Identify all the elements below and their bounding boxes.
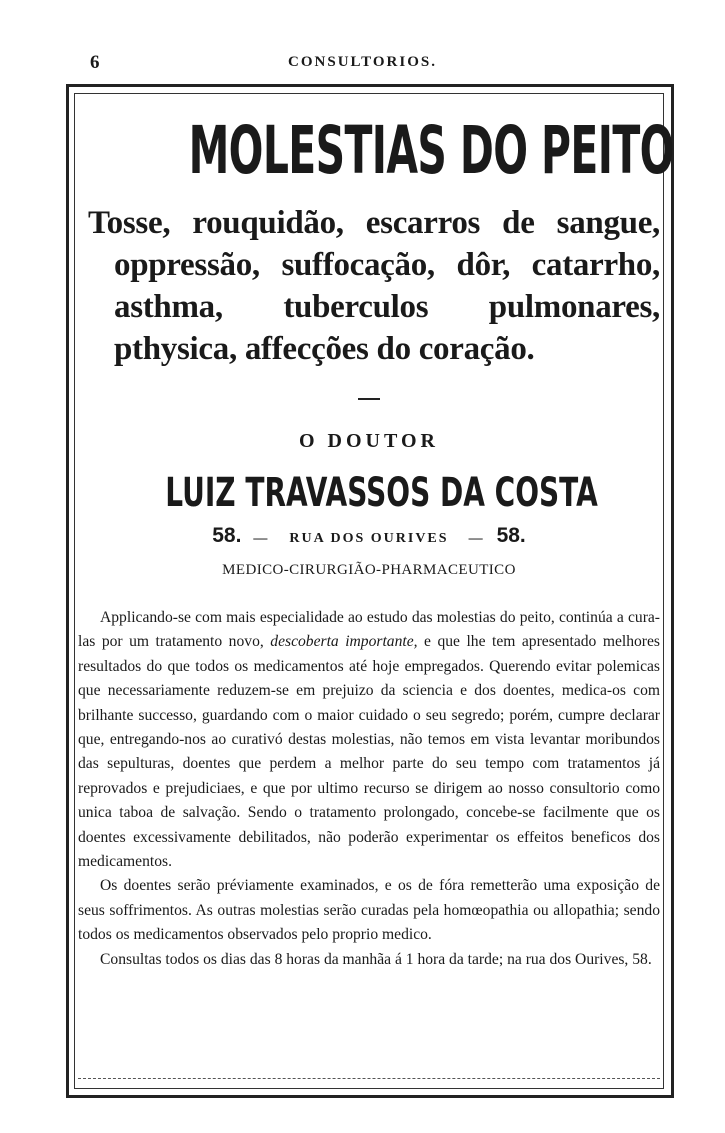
paragraph-1-italic: descoberta importante,	[270, 633, 418, 651]
address-dash-right: —	[468, 531, 485, 546]
address-number-left: 58.	[212, 524, 242, 547]
doctor-name: LUIZ TRAVASSOS DA COSTA	[165, 470, 598, 516]
paragraph-1-part-1: Applicando-se com mais especialidade ao estudo das molestias do peito, continúa a cura-las por um tratamento novo,	[78, 609, 660, 651]
section-title: CONSULTORIOS.	[288, 54, 437, 70]
paragraph-treatment	[78, 606, 660, 874]
paragraph-consultation-hours: Consultas todos os dias das 8 horas da manhãa á 1 hora da tarde; na rua dos Ourives, 58.	[100, 950, 652, 968]
running-head	[0, 52, 725, 76]
paragraph-1-part-2: e que lhe tem apresentado melhores resultados do que todos os medicamentos até hoje empregados. Querendo evitar polemicas que necessariamente reduzem-se em prejuizo da sciencia e dos doentes, medica-os com brilhante successo, guardando com o maior cuidado o seu segredo; porém, cumpre declarar que, entregando-nos ao curativó destas molestias, não temos em vista levantar moribundos das sepulturas, doentes que perdem a melhor parte do seu tempo com tratamentos já reprovados e prejudiciaes, e que por ultimo recurso se dirigem ao nosso consultorio como unica taboa de salvação. Sendo o tratamento prolongado, concebe-se facilmente que os doentes excessivamente debilitados, não poderão experimentar os effeitos beneficos dos medicamentos.	[78, 633, 660, 871]
address-number-right: 58.	[496, 524, 526, 547]
body-text	[78, 606, 660, 972]
address-line	[78, 524, 660, 554]
bottom-dotted-rule	[78, 1078, 660, 1079]
advertisement	[78, 100, 674, 972]
symptoms-list: Tosse, rouquidão, escarros de sangue, oppressão, suffocação, dôr, catarrho, asthma, tuberculos pulmonares, pthysica, affecções do coração.	[88, 205, 660, 367]
address-street: RUA DOS OURIVES	[289, 531, 449, 546]
profession: MEDICO-CIRURGIÃO-PHARMACEUTICO	[222, 562, 516, 578]
paragraph-examination: Os doentes serão préviamente examinados, e os de fóra remetterão uma exposição de seus soffrimentos. As outras molestias serão curadas pela homœopathia ou allopathia; sendo todos os medicamentos observados pelo proprio medico.	[78, 877, 660, 944]
short-rule	[358, 398, 380, 400]
address-dash-left: —	[253, 531, 270, 546]
doctor-title: O DOUTOR	[299, 430, 439, 452]
headline: MOLESTIAS DO PEITO	[188, 112, 674, 189]
page-number: 6	[90, 52, 100, 73]
